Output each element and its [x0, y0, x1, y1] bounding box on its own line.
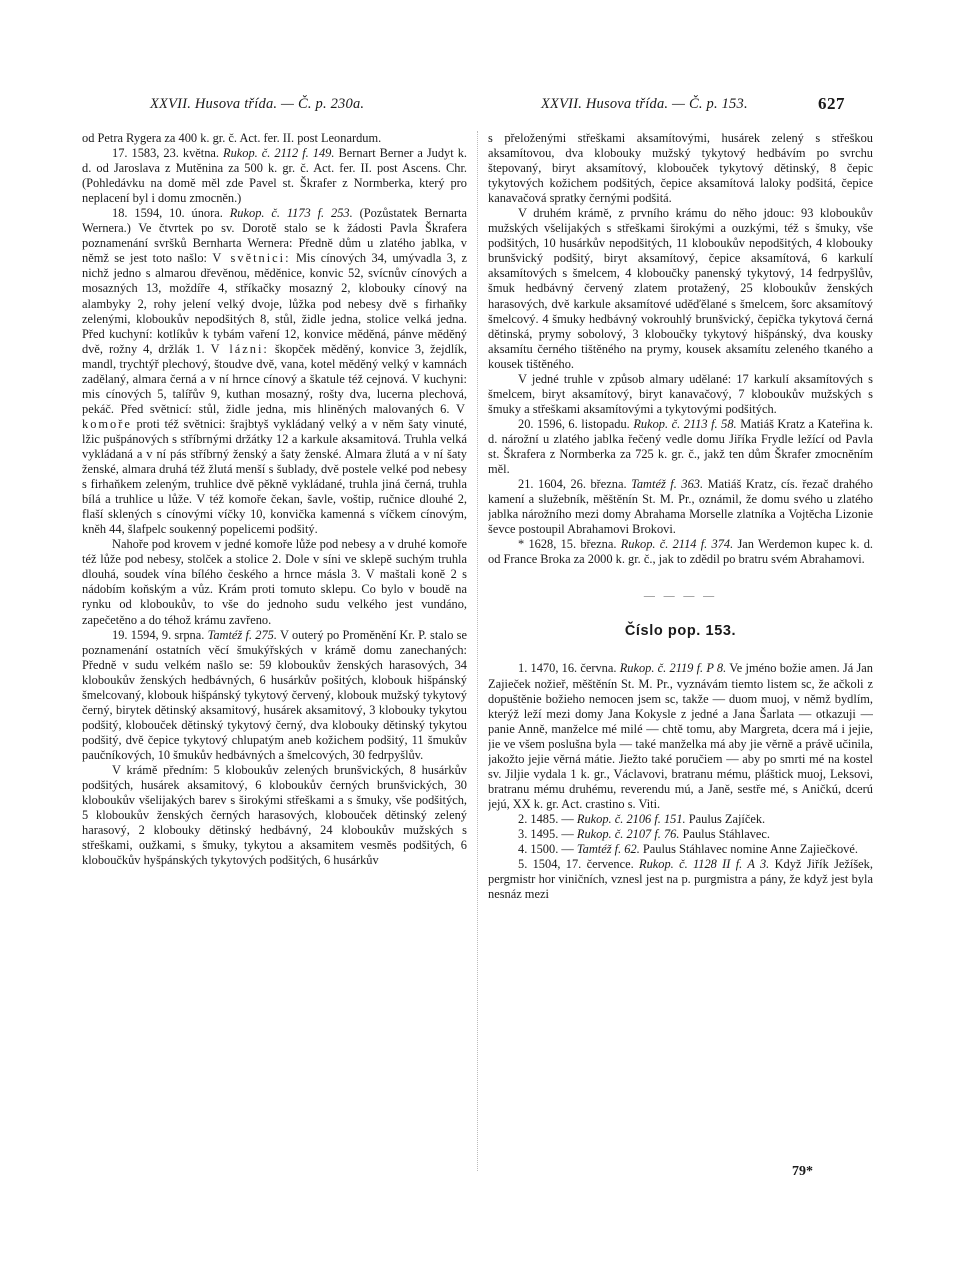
entry-number: 2.	[518, 811, 528, 826]
entry-citation: Rukop. č. 1128 II f. A 3.	[639, 857, 770, 872]
entry-text: Jan Werdemon kupec k. d. od France Broka za 2000 k. gr. č., jak to zdědil po bratru svém Abrahamovi.	[488, 537, 873, 567]
entry-citation: Rukop. č. 2114 f. 374.	[620, 537, 734, 552]
entry-citation: Tamtéž f. 275.	[207, 627, 277, 642]
entry-2	[488, 812, 873, 827]
entry-4	[488, 842, 873, 857]
entry-text: Matiáš Kratz, cís. řezač drahého kamení a služebník, měštěnín St. M. Pr., oznámil, že domu svého u zlatého jablka nárožního mezi domy Abrahama Morselle zlatníka a Vojtěcha Lizonie ševce postoupil Abrahamovi Brokovi.	[488, 477, 873, 537]
entry-16-continuation: od Petra Rygera za 400 k. gr. č. Act. fer. II. post Leonardum.	[82, 131, 382, 145]
paragraph: V druhém krámě, z prvního krámu do něho jdouc: 93 kloboukův mužských všelijakých s střeškami širokými a ouzkými, též s šmuky, vše podšitých, 10 husárkův nepodšitých, 11 kloboukův nepodšitých, 4 klobouky brunšvický podšitý, biryt aksamítový, čepice aksamítová, 6 karkulí aksamítových s šmelcem, 4 kloboučky panenský tykytový, 14 fedrpyšlův, šmuk hedbávný červený zlatem protažený, 25 kloboukův ženských harasových, dvě karkule aksamítové uděďělané s šmelcem, šorc aksamítový šmelcový. 4 šmuky hedbávný vokrouhlý brunšvický, čepička tykytová černá dětinská, prymy sobolový, 3 kloboučky tykytový hišpánský, dva kousky aksamítu černého tištěného na prymy, kousek aksamítu zeleného tkaného a kousek tištěného.	[488, 206, 873, 371]
entry-number: 21.	[518, 477, 534, 492]
entry-citation: Tamtéž f. 363.	[631, 477, 704, 492]
entry-5	[488, 857, 873, 902]
entry-text: Když Jiřík Ježíšek, pergmistr hor viničních, vznesl jest na p. purgmistra a pány, že když jest byla nesnáz mezi	[488, 857, 873, 902]
entry-20	[488, 417, 873, 477]
entry-citation: Rukop. č. 2119 f. P 8.	[619, 661, 727, 676]
entry-19	[82, 628, 467, 763]
entry-date: 1596, 6. listopadu.	[537, 416, 630, 431]
entry-date: 1504, 17. července.	[532, 857, 634, 872]
entry-date: 1500.	[530, 842, 559, 857]
entry-text: škopček měděný, konvice 3, žejdlík, mandl, trychtýř plechový, štoudve dvě, vana, kotel měděný velký v kamnách zadělaný, almara černá a v ní hrnce cínový a škatule též cejnová. V kuchyni: mis cínových 5, talířův 9, kuthan mosazný, rošty dva, lucerna plechová, pekáč. Před světnicí: stůl, židle jedna, mis hliněných malovaných 6.	[82, 341, 467, 416]
entry-text: proti též světnici: šrajbtyš vykládaný velký a v něm šaty vinuté, lžic pušpánových s stříbrnými držátky 12 a karkule aksamitová. Truhla velká vykládaná a v ní pás stříbrný ženský a šaty ženské. Almara žlutá a v ní šaty ženské, almara druhá též žlutá menší s šublady, dvě postele velké pod nebesy s firhaňkem zeleným, truhlice dvě pěkně vykládané, truhla jiná černá, truhla bílá a truhlice u lůže. V též komoře čekan, šavle, voštip, ručnice dlouhé 2, flaší sklených s cínovými víčky 10, konvička kamenná s víčkem cínovým, kněh 44, šlafpelc soukenný popelicemi podšitý.	[82, 416, 467, 537]
column-divider	[477, 131, 478, 1171]
entry-18-paragraph: Nahoře pod krovem v jedné komoře lůže pod nebesy a v druhé komoře též lůže pod nebesy, stolček a stolice 2. Dole v síni ve sklepě suchým truhla dlouhá, soudek vína bílého českého a hrnce másla 3. V maštali koně 2 s nádobím koňským a vůz. Krám proti tomuto sklepu. Co bylo v boudě na rynku od kloboukův, to vše do jednoho sudu velkého jest vundáno, zapečetěno a do téhož krámu zavřeno.	[82, 537, 467, 627]
entry-citation: Rukop. č. 2107 f. 76.	[576, 826, 680, 841]
entry-date: 1594, 9. srpna.	[130, 627, 205, 642]
entry-dash: —	[561, 826, 574, 841]
entry-17	[82, 146, 467, 206]
entry-text: V outerý po Proměnění Kr. P. stalo se poznamenání ostatních věcí šmukýřských v krámě domu zanechaných: Předně v sudu velkém našlo se: 59 kloboukův ženských harasových, 34 kloboukův ženských hedbávných, 6 husárkův pošitých, klobouk hišpánský šmelcovaný, klobouk hišpánský tykytový červený, klobouk mužský tykytový černý, birytek dětinský aksamitový, husárek aksamitový, 3 klobouky tykytou podšitý, klobouček dětinský tykytový černý, dva klobouky dětinský tykytou podšitý, dvě čepice tykytový chlupatým aneb kožichem podšitý, 11 šmukův paučníkových, 10 šmukův hedbávných a šmelcových, 30 fedrpyšlův.	[82, 627, 467, 762]
entry-citation: Rukop. č. 1173 f. 253.	[229, 206, 353, 221]
spaced-heading: V lázni:	[210, 341, 269, 356]
right-continuation: s přeloženými střeškami aksamítovými, husárek zelený s střeškou aksamítovou, dva klobouky mužský tykytový hedbávím po svrchu štepovaný, biryt aksamítový, klobouček tykytový dětinský, 8 čepic tykytových kožichem podšitých, čepice aksamítová laloky podšitá, čepice kanavačová spratky černými podšitá.	[488, 131, 873, 206]
left-column	[82, 131, 467, 1181]
entry-number: 20.	[518, 416, 534, 431]
page-number: 627	[818, 94, 845, 113]
entry-date: 1485.	[530, 811, 559, 826]
entry-text: Paulus Zajíček.	[688, 811, 766, 826]
entry-text: Ve jméno božie amen. Já Jan Zajieček nožieř, měštěnín St. M. Pr., vyznávám tiemto listem sc, že ačkoli z dopuštěnie božieho nemocen jsem sc, takže — duom muoj, v němž bydlím, kterýž leží mezi domy Jana Kokysle z jedné a Jana Šarlata — otkazuji — panie Anně, manželce mé milé — chtě tomu, aby Margreta, dcera má i jejie, jie ve všem poslušna byla — také manželka má aby jie věrně a právě učinila, jakožto jejie věrná mátie. Jiežto také poručiem — aby po smrti mé na kostel sv. Jiljie vydala 1 k. gr., Václavovi, bratranu mému, pláštick muoj, Leksovi, bratranu mému druhému, reverendu mú, a Janě, sestře mé, s Aničkú, dcerú jejú, XX k. gr. Act. crastino s. Viti.	[488, 661, 873, 811]
right-column	[488, 131, 873, 1181]
right-running-head: XXVII. Husova třída. — Č. p. 153.	[541, 96, 748, 112]
running-header	[0, 96, 960, 120]
entry-star	[488, 537, 873, 567]
entry-number: 18.	[112, 206, 128, 221]
entry-19-paragraph: V krámě předním: 5 kloboukův zelených brunšvických, 8 husárkův podšitých, husárek aksamitový, 6 kloboukův černých brunšvických, 30 kloboukův všelijakých barev s širokými střeškami a s šmuky, vše podšitých, 5 kloboukův ženských černých harasových, klobouček dětinský zelený harasový, 2 klobouky dětinský hedbávný, 24 kloboukův mužských s střeškami, oužkami, s šmuky, tykytou a aksamitem vesměs podšitých, 6 kloboučkův hyšpánských tykytových podšitých, 6 husárkův	[82, 762, 467, 868]
entry-text: Paulus Stáhlavec nomine Anne Zajiečkové.	[642, 842, 858, 857]
entry-date: 1583, 23. května.	[131, 146, 220, 161]
entry-number: 1.	[518, 661, 528, 676]
entry-citation: Tamtéž f. 62.	[576, 842, 640, 857]
entry-date: 1495.	[530, 826, 559, 841]
entry-number: 3.	[518, 826, 528, 841]
entry-number: 5.	[518, 857, 528, 872]
entry-21	[488, 477, 873, 537]
entry-date: 1628, 15. března.	[528, 537, 617, 552]
entry-3	[488, 827, 873, 842]
entry-number: 19.	[112, 627, 128, 642]
entry-text: Matiáš Kratz a Kateřina k. d. nárožní u zlatého jablka řečený vedle domu Jiříka Frydle ležící od Pavla st. Škrafera z Normberka za 725 k. gr. č., jakž ten dům Škrafer zmocněním měl.	[488, 416, 873, 477]
entry-text: Paulus Stáhlavec.	[682, 826, 770, 841]
entry-text: Mis cínových 34, umývadla 3, z nichž jedno s almarou dřevěnou, měděnice, konvic 52, svícnův cínových a mosazných 13, moždíře 4, stříkačky mosazný 2, klobouky cínový na alambyky 2, rohy jelení velký dvoje, lůžka pod nebesy dvě s firhaňky zelenými, kloboukův nepodšitých 8, stůl, židle jedna, stolice velká jedna. Před kuchyní: kotlíkův k tybám vaření 12, konvice měděná, pánve měděný dvě, rožny 4, držlák 1.	[82, 251, 467, 356]
entry-18	[82, 206, 467, 537]
spaced-heading: V komoře	[82, 401, 467, 431]
entry-number: *	[518, 537, 525, 552]
entry-dash: —	[561, 811, 574, 826]
entry-date: 1604, 26. března.	[538, 477, 627, 492]
spaced-heading: V světnici:	[212, 251, 291, 266]
entry-number: 17.	[112, 146, 128, 161]
signature-mark: 79*	[792, 1164, 813, 1179]
entry-number: 4.	[518, 842, 528, 857]
entry-text: Bernart Berner a Judyt k. d. od Jaroslava z Mutěnina za 500 k. gr. č. Act. fer. II. post Ascens. Chr. (Pohledávku na domě měl zde Pavel st. Škrafer z Normberka, který pro neplacení byl i domu zmocněn.)	[82, 146, 467, 206]
section-separator: — — — —	[643, 590, 718, 603]
entry-citation: Rukop. č. 2113 f. 58.	[633, 416, 737, 431]
paragraph: V jedné truhle v způsob almary udělané: 17 karkulí aksamítových s šmelcem, biryt aksamítový, biryt kanavačový, 7 kloboukův mužských s šmuky a střeškami aksamítovými a tykytovými podšitých.	[488, 371, 873, 416]
entry-date: 1594, 10. února.	[134, 206, 223, 221]
entry-citation: Rukop. č. 2112 f. 149.	[223, 146, 335, 161]
entry-text: (Pozůstatek Bernarta Wernera.) Ve čtvrtek po sv. Dorotě stalo se k žádosti Pavla Škrafera poznamenání svršků Bernharta Wernera: Předně dům u zlatého jablka, v němž se jest toto našlo:	[82, 206, 467, 266]
entry-dash: —	[561, 842, 574, 857]
entry-citation: Rukop. č. 2106 f. 151.	[576, 811, 686, 826]
left-running-head: XXVII. Husova třída. — Č. p. 230a.	[150, 96, 365, 112]
entry-date: 1470, 16. června.	[530, 661, 617, 676]
section-title: Číslo pop. 153.	[624, 623, 737, 640]
entry-1	[488, 661, 873, 811]
